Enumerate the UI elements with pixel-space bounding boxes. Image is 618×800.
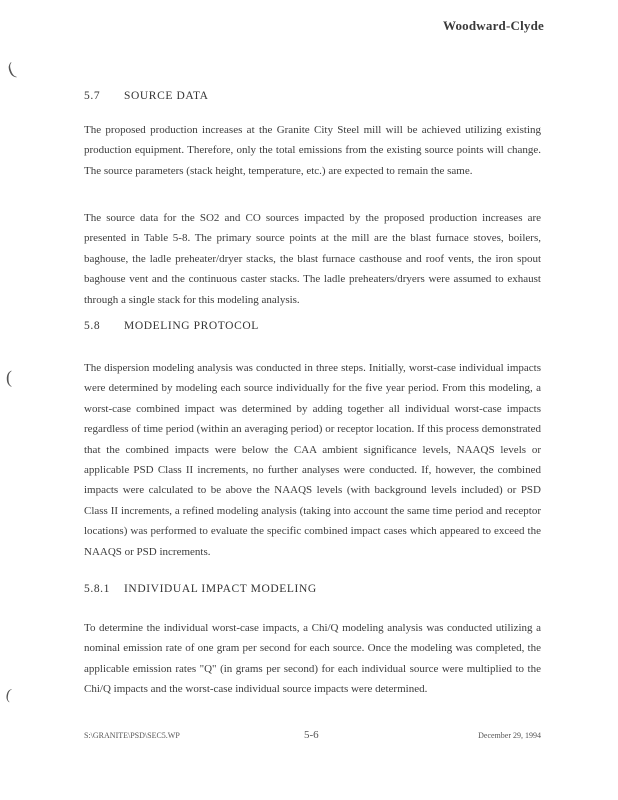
punch-hole-mark: ( <box>4 686 13 704</box>
section-heading-5-8 <box>84 320 259 332</box>
punch-hole-mark: ( <box>6 367 12 387</box>
paragraph: The dispersion modeling analysis was conducted in three steps. Initially, worst-case individual impacts were determined by modeling each source individually for the five year period. From this modeling, a worst-case combined impact was determined by adding together all individual worst-case impacts regardless of time period (within an averaging period) or receptor location. If this process demonstrated that the combined impacts were below the CAA ambient significance levels, NAAQS levels or applicable PSD Class II increments, no further analyses were conducted. If, however, the combined impacts were calculated to be above the NAAQS levels (with background levels included) or PSD Class II increments, a refined modeling analysis (taking into account the same time period and receptor locations) was performed to evaluate the specific combined impact cases which appeared to exceed the NAAQS or PSD increments. <box>84 362 541 558</box>
section-number: 5.8 <box>84 320 101 332</box>
header-brand: Woodward-Clyde <box>442 18 544 33</box>
paragraph: The source data for the SO2 and CO sources impacted by the proposed production increases are presented in Table 5-8. The primary source points at the mill are the blast furnace stoves, boilers, baghouse, the ladle preheater/dryer stacks, the blast furnace casthouse and roof vents, the iron spout baghouse vent and the continuous caster stacks. The ladle preheaters/dryers were assumed to exhaust through a single stack for this modeling analysis. <box>84 212 541 306</box>
section-heading-5-7 <box>84 90 209 102</box>
section-heading-5-8-1 <box>84 583 317 595</box>
section-title: SOURCE DATA <box>124 90 209 102</box>
section-number: 5.8.1 <box>84 583 110 595</box>
section-number: 5.7 <box>84 90 101 102</box>
section-title: MODELING PROTOCOL <box>124 320 259 332</box>
section-title: INDIVIDUAL IMPACT MODELING <box>124 583 317 595</box>
footer-file-path: S:\GRANITE\PSD\SEC5.WP <box>84 731 180 740</box>
punch-hole-mark: ( <box>4 58 18 80</box>
page-number: 5-6 <box>304 729 319 741</box>
paragraph: To determine the individual worst-case impacts, a Chi/Q modeling analysis was conducted utilizing a nominal emission rate of one gram per second for each source. Once the modeling was completed, the applicable emission rates "Q" (in grams per second) for each individual source were multiplied to the Chi/Q impacts and the worst-case individual source impacts were determined. <box>84 622 541 696</box>
footer-date: December 29, 1994 <box>478 731 541 740</box>
paragraph: The proposed production increases at the Granite City Steel mill will be achieved utilizing existing production equipment. Therefore, only the total emissions from the existing source points will change. The source parameters (stack height, temperature, etc.) are expected to remain the same. <box>84 124 541 177</box>
